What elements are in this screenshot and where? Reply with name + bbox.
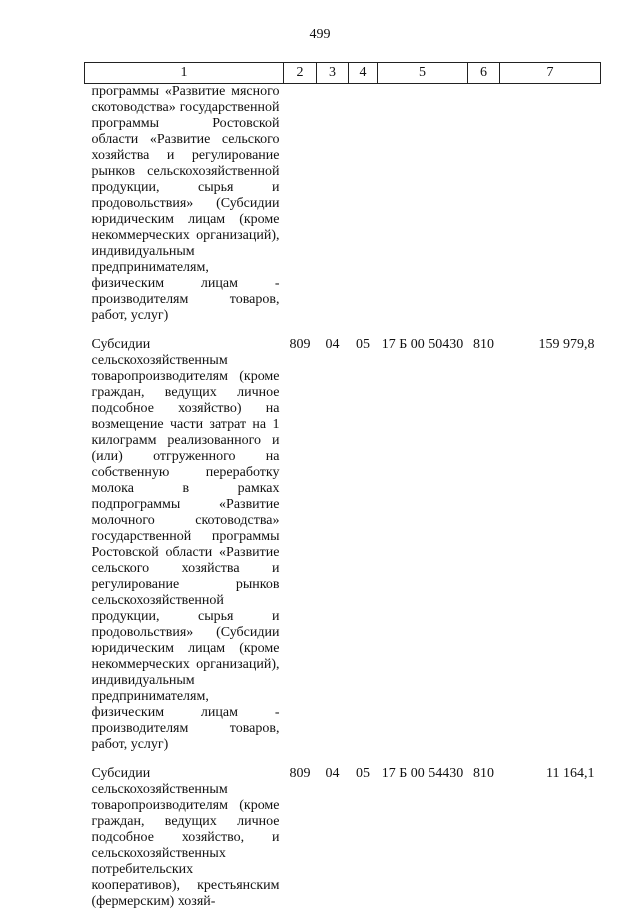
row-col-3: 04 [317, 337, 349, 766]
header-col-5: 5 [378, 63, 468, 84]
row-col-7 [500, 84, 601, 338]
row-col-5 [378, 84, 468, 338]
header-col-3: 3 [317, 63, 349, 84]
header-col-1: 1 [85, 63, 284, 84]
header-col-4: 4 [349, 63, 378, 84]
row-description: Субсидии сельскохозяйственным товаропроизводителям (кроме граждан, ведущих личное подсобное хозяйство, и сельскохозяйственных потребительских кооперативов), крестьянским (фермерским) хозяй- [85, 766, 284, 910]
table-row [85, 766, 601, 910]
row-col-4: 05 [349, 337, 378, 766]
header-col-2: 2 [284, 63, 317, 84]
row-col-7: 11 164,1 [500, 766, 601, 910]
row-col-7: 159 979,8 [500, 337, 601, 766]
table-row [85, 337, 601, 766]
row-col-2: 809 [284, 766, 317, 910]
row-col-4: 05 [349, 766, 378, 910]
row-col-2: 809 [284, 337, 317, 766]
row-description: Субсидии сельскохозяйственным товаропроизводителям (кроме граждан, ведущих личное подсобное хозяйство) на возмещение части затрат на 1 килограмм реализованного и (или) отгруженного на собственную переработку молока в рамках подпрограммы «Развитие молочного скотоводства» государственной программы Ростовской области «Развитие сельского хозяйства и регулирование рынков сельскохозяйственной продукции, сырья и продовольствия» (Субсидии юридическим лицам (кроме некоммерческих организаций), индивидуальным предпринимателям, физическим лицам - производителям товаров, работ, услуг) [85, 337, 284, 766]
table-row [85, 84, 601, 338]
table-body [85, 84, 601, 910]
row-col-2 [284, 84, 317, 338]
row-col-5: 17 Б 00 54430 [378, 766, 468, 910]
row-col-6: 810 [468, 766, 500, 910]
row-col-3 [317, 84, 349, 338]
row-col-3: 04 [317, 766, 349, 910]
budget-table [84, 62, 601, 910]
header-col-6: 6 [468, 63, 500, 84]
header-row [85, 63, 601, 84]
row-description: программы «Развитие мясного скотоводства» государственной программы Ростовской области «Развитие сельского хозяйства и регулирование рынков сельскохозяйственной продукции, сырья и продовольствия» (Субсидии юридическим лицам (кроме некоммерческих организаций), индивидуальным предпринимателям, физическим лицам - производителям товаров, работ, услуг) [85, 84, 284, 338]
table-header [85, 63, 601, 84]
row-col-6 [468, 84, 500, 338]
row-col-6: 810 [468, 337, 500, 766]
page-number: 499 [0, 27, 640, 43]
header-col-7: 7 [500, 63, 601, 84]
row-col-5: 17 Б 00 50430 [378, 337, 468, 766]
row-col-4 [349, 84, 378, 338]
